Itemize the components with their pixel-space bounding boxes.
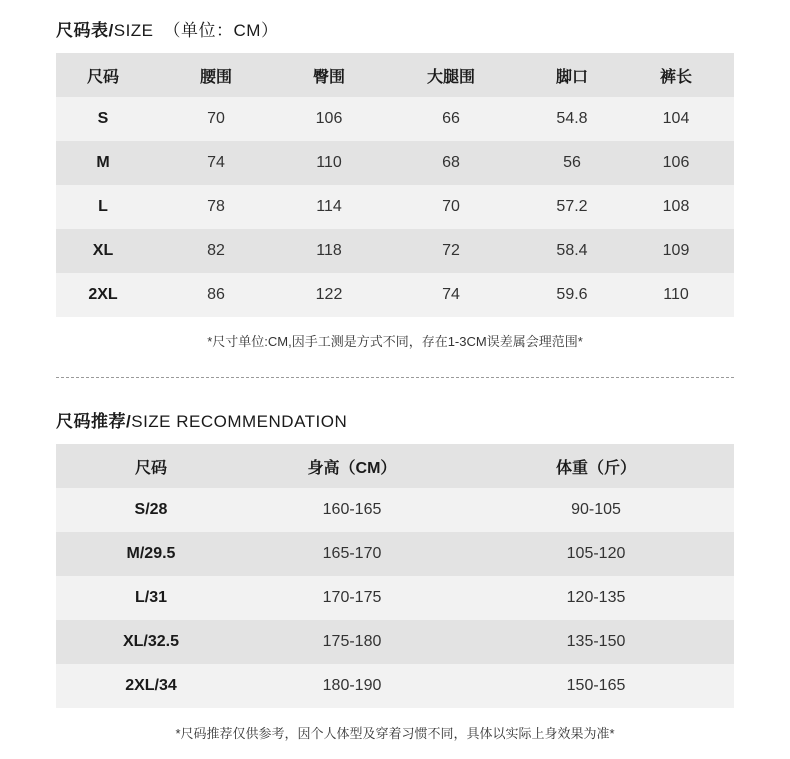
- table-row: [56, 532, 734, 576]
- thigh-cell: 66: [442, 110, 460, 127]
- table-row: [56, 576, 734, 620]
- header-size: 尺码: [134, 459, 167, 477]
- height-cell: 180-190: [322, 677, 382, 694]
- height-cell: 160-165: [322, 501, 382, 518]
- size-cell: M: [96, 154, 110, 171]
- size-cell: 2XL: [88, 286, 118, 303]
- weight-cell: 105-120: [566, 545, 626, 562]
- hip-cell: 110: [316, 154, 342, 171]
- size-recommendation-title-cn: 尺码推荐/: [56, 412, 132, 431]
- length-cell: 108: [662, 198, 690, 215]
- hip-cell: 122: [315, 286, 343, 303]
- size-recommendation-table: [56, 444, 734, 708]
- hip-cell: 114: [316, 198, 342, 215]
- table-row: [56, 97, 734, 141]
- thigh-cell: 72: [442, 242, 460, 259]
- leg-opening-cell: 59.6: [556, 286, 588, 303]
- table-row: [56, 141, 734, 185]
- waist-cell: 70: [207, 110, 225, 127]
- header-thigh: 大腿围: [426, 68, 475, 86]
- size-cell: S/28: [134, 501, 168, 518]
- hip-cell: 106: [315, 110, 343, 127]
- size-cell: M/29.5: [126, 545, 176, 562]
- length-cell: 109: [662, 242, 690, 259]
- thigh-cell: 74: [442, 286, 460, 303]
- leg-opening-cell: 57.2: [556, 198, 588, 215]
- table-row: [56, 185, 734, 229]
- table-row: [56, 620, 734, 664]
- weight-cell: 120-135: [566, 589, 626, 606]
- size-cell: L/31: [134, 589, 167, 606]
- header-length: 裤长: [659, 68, 692, 86]
- size-cell: XL: [92, 242, 114, 259]
- size-chart-header-row: [56, 53, 734, 97]
- waist-cell: 78: [207, 198, 225, 215]
- thigh-cell: 70: [442, 198, 460, 215]
- size-chart-note: *尺寸单位:CM,因手工测是方式不同，存在1-3CM误差属会理范围*: [207, 334, 583, 349]
- size-cell: S: [97, 110, 109, 127]
- leg-opening-cell: 58.4: [556, 242, 588, 259]
- table-row: [56, 273, 734, 317]
- header-leg-opening: 脚口: [555, 68, 588, 86]
- size-cell: XL/32.5: [122, 633, 180, 650]
- size-chart-unit: （单位：CM）: [163, 21, 279, 40]
- header-height: 身高（CM）: [307, 459, 397, 477]
- leg-opening-cell: 54.8: [556, 110, 588, 127]
- waist-cell: 74: [207, 154, 225, 171]
- size-chart-title-cn: 尺码表/: [56, 21, 114, 40]
- size-recommendation-header-row: [56, 444, 734, 488]
- height-cell: 170-175: [322, 589, 382, 606]
- size-chart-table: [56, 53, 734, 317]
- table-row: [56, 229, 734, 273]
- weight-cell: 90-105: [571, 501, 621, 518]
- length-cell: 104: [662, 110, 690, 127]
- waist-cell: 86: [207, 286, 225, 303]
- waist-cell: 82: [207, 242, 225, 259]
- size-cell: L: [98, 198, 108, 215]
- header-hip: 臀围: [312, 68, 345, 86]
- thigh-cell: 68: [442, 154, 460, 171]
- header-waist: 腰围: [199, 68, 232, 86]
- table-row: [56, 488, 734, 532]
- height-cell: 165-170: [322, 545, 382, 562]
- header-weight: 体重（斤）: [555, 459, 636, 477]
- weight-cell: 150-165: [566, 677, 626, 694]
- size-chart-title: [56, 16, 278, 41]
- length-cell: 106: [662, 154, 690, 171]
- leg-opening-cell: 56: [563, 154, 581, 171]
- dashed-divider: [56, 377, 734, 378]
- weight-cell: 135-150: [566, 633, 626, 650]
- size-recommendation-title-en: SIZE RECOMMENDATION: [131, 412, 348, 431]
- size-recommendation-note: *尺码推荐仅供参考，因个人体型及穿着习惯不同，具体以实际上身效果为准*: [175, 726, 615, 741]
- header-size: 尺码: [86, 68, 119, 86]
- length-cell: 110: [663, 286, 689, 303]
- size-recommendation-title: [56, 407, 347, 432]
- size-cell: 2XL/34: [125, 677, 177, 694]
- table-row: [56, 664, 734, 708]
- height-cell: 175-180: [322, 633, 382, 650]
- hip-cell: 118: [316, 242, 342, 259]
- size-chart-title-en: SIZE: [113, 21, 154, 40]
